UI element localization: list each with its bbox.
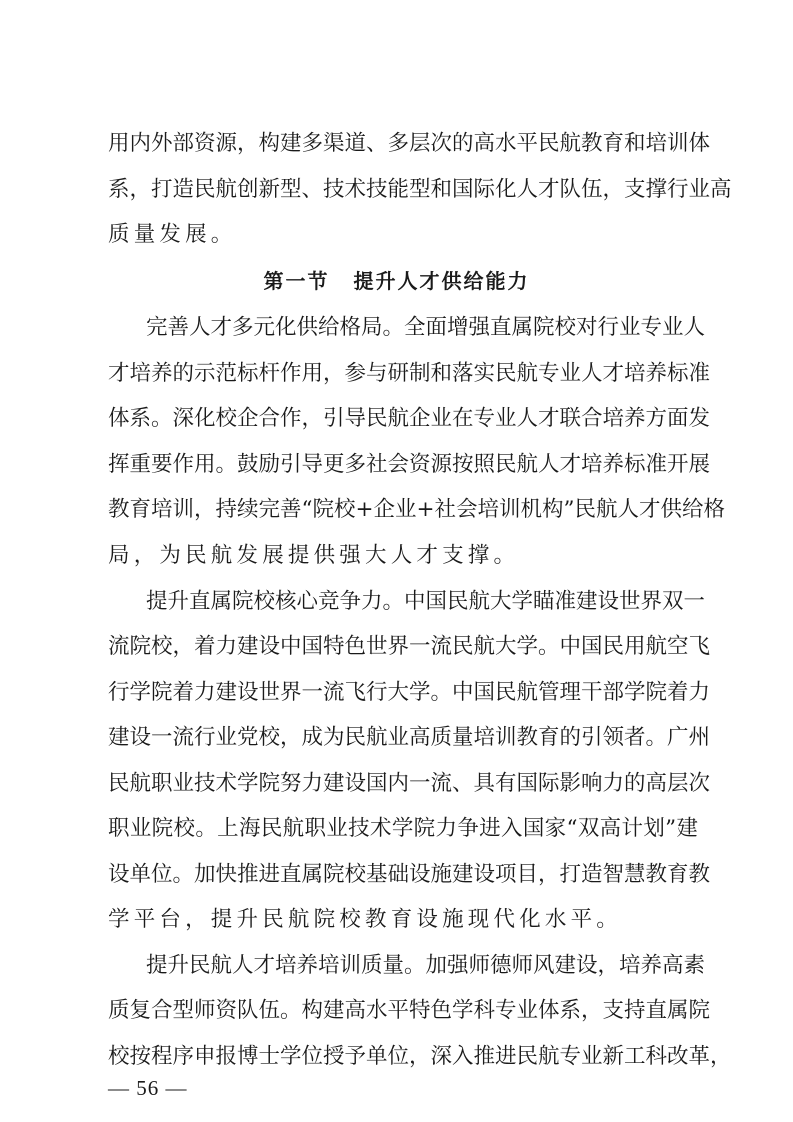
paragraph2-line-7: 设单位。加快推进直属院校基础设施建设项目，打造智慧教育教 — [108, 862, 711, 887]
paragraph1-line-3: 体系。深化校企合作，引导民航企业在专业人才联合培养方面发 — [108, 406, 711, 431]
paragraph3-line-1: 提升民航人才培养培训质量。加强师德师风建设，培养高素 — [146, 953, 706, 978]
paragraph2-line-4: 建设一流行业党校，成为民航业高质量培训教育的引领者。广州 — [108, 725, 711, 750]
intro-line-2: 系，打造民航创新型、技术技能型和国际化人才队伍，支撑行业高 — [108, 177, 732, 202]
paragraph2-line-3: 行学院着力建设世界一流飞行大学。中国民航管理干部学院着力 — [108, 680, 711, 705]
section-heading — [0, 266, 793, 296]
section-number: 第一节 — [263, 269, 330, 293]
paragraph2-line-5: 民航职业技术学院努力建设国内一流、具有国际影响力的高层次 — [108, 771, 711, 796]
paragraph2-line-6: 职业院校。上海民航职业技术学院力争进入国家“双高计划”建 — [108, 816, 698, 841]
paragraph2-line-1: 提升直属院校核心竞争力。中国民航大学瞄准建设世界双一 — [146, 589, 706, 614]
paragraph1-line-4: 挥重要作用。鼓励引导更多社会资源按照民航人才培养标准开展 — [108, 452, 711, 477]
paragraph1-line-6: 局，为民航发展提供强大人才支撑。 — [108, 543, 520, 568]
section-title: 提升人才供给能力 — [353, 269, 530, 293]
paragraph2-line-8: 学平台，提升民航院校教育设施现代化水平。 — [108, 907, 623, 932]
paragraph3-line-2: 质复合型师资队伍。构建高水平特色学科专业体系，支持直属院 — [108, 998, 711, 1023]
paragraph1-line-1: 完善人才多元化供给格局。全面增强直属院校对行业专业人 — [146, 315, 706, 340]
paragraph2-line-2: 流院校，着力建设中国特色世界一流民航大学。中国民用航空飞 — [108, 634, 711, 659]
paragraph3-line-3: 校按程序申报博士学位授予单位，深入推进民航专业新工科改革， — [108, 1044, 732, 1069]
paragraph1-line-5: 教育培训，持续完善“院校+企业+社会培训机构”民航人才供给格 — [108, 497, 726, 522]
paragraph1-line-2: 才培养的示范标杆作用，参与研制和落实民航专业人才培养标准 — [108, 361, 711, 386]
intro-line-3: 质量发展。 — [108, 222, 237, 247]
page-number: — 56 — — [108, 1076, 188, 1100]
intro-line-1: 用内外部资源，构建多渠道、多层次的高水平民航教育和培训体 — [108, 131, 711, 156]
